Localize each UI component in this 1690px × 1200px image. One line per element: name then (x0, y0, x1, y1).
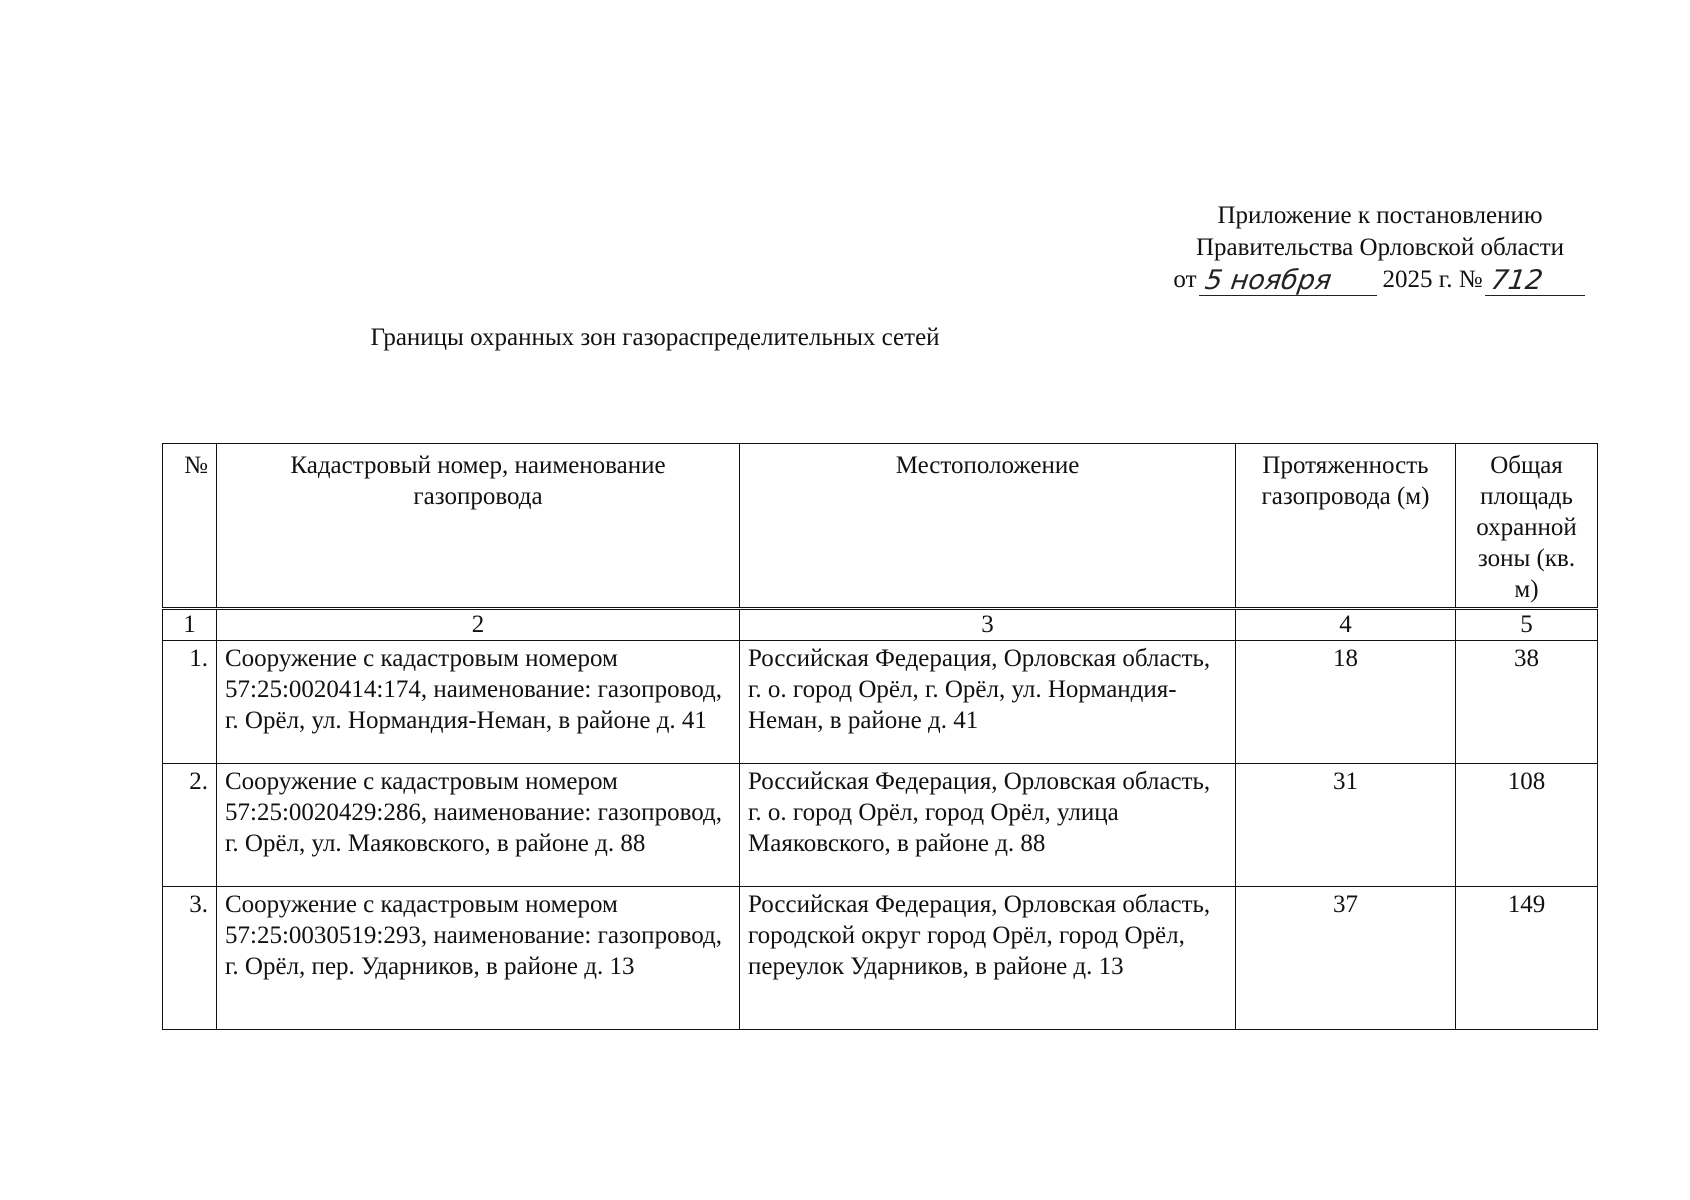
row-number: 2. (163, 764, 217, 887)
column-number: 4 (1236, 609, 1456, 641)
header-number: № (163, 444, 217, 609)
handwritten-date: 5 ноября (1198, 267, 1380, 296)
table-header-row (163, 444, 1598, 609)
row-number: 3. (163, 887, 217, 1030)
row-location: Российская Федерация, Орловская область, г. о. город Орёл, город Орёл, улица Маяковского, в районе д. 88 (740, 764, 1236, 887)
row-area: 38 (1456, 641, 1598, 764)
column-number: 3 (740, 609, 1236, 641)
appendix-line-2: Правительства Орловской области (1195, 234, 1565, 261)
row-name: Сооружение с кадастровым номером 57:25:0020414:174, наименование: газопровод, г. Орёл, ул. Нормандия-Неман, в районе д. 41 (217, 641, 740, 764)
row-area: 149 (1456, 887, 1598, 1030)
table-row (163, 641, 1598, 764)
row-length: 31 (1236, 764, 1456, 887)
column-number: 1 (163, 609, 217, 641)
header-length: Протяженность газопровода (м) (1236, 444, 1456, 609)
row-length: 37 (1236, 887, 1456, 1030)
header-cadastral: Кадастровый номер, наименование газопровода (217, 444, 740, 609)
handwritten-number: 712 (1485, 267, 1589, 296)
row-name: Сооружение с кадастровым номером 57:25:0020429:286, наименование: газопровод, г. Орёл, ул. Маяковского, в районе д. 88 (217, 764, 740, 887)
column-number-row (163, 609, 1598, 641)
column-number: 2 (217, 609, 740, 641)
appendix-block (1150, 200, 1610, 296)
row-name: Сооружение с кадастровым номером 57:25:0030519:293, наименование: газопровод, г. Орёл, пер. Ударников, в районе д. 13 (217, 887, 740, 1030)
zones-table (162, 443, 1598, 1030)
zones-table-wrapper (162, 443, 1597, 1030)
row-area: 108 (1456, 764, 1598, 887)
document-title: Границы охранных зон газораспределительных сетей (370, 324, 940, 351)
appendix-date-line (1150, 264, 1610, 296)
table-row (163, 764, 1598, 887)
column-number: 5 (1456, 609, 1598, 641)
table-row (163, 887, 1598, 1030)
header-location: Местоположение (740, 444, 1236, 609)
year-text: 2025 г. № (1382, 266, 1483, 293)
row-number: 1. (163, 641, 217, 764)
appendix-line-1: Приложение к постановлению (1217, 202, 1543, 229)
row-location: Российская Федерация, Орловская область, городской округ город Орёл, город Орёл, переулок Ударников, в районе д. 13 (740, 887, 1236, 1030)
row-length: 18 (1236, 641, 1456, 764)
date-prefix: от (1173, 266, 1197, 293)
header-area: Общая площадь охранной зоны (кв. м) (1456, 444, 1598, 609)
row-location: Российская Федерация, Орловская область, г. о. город Орёл, г. Орёл, ул. Нормандия-Неман, в районе д. 41 (740, 641, 1236, 764)
